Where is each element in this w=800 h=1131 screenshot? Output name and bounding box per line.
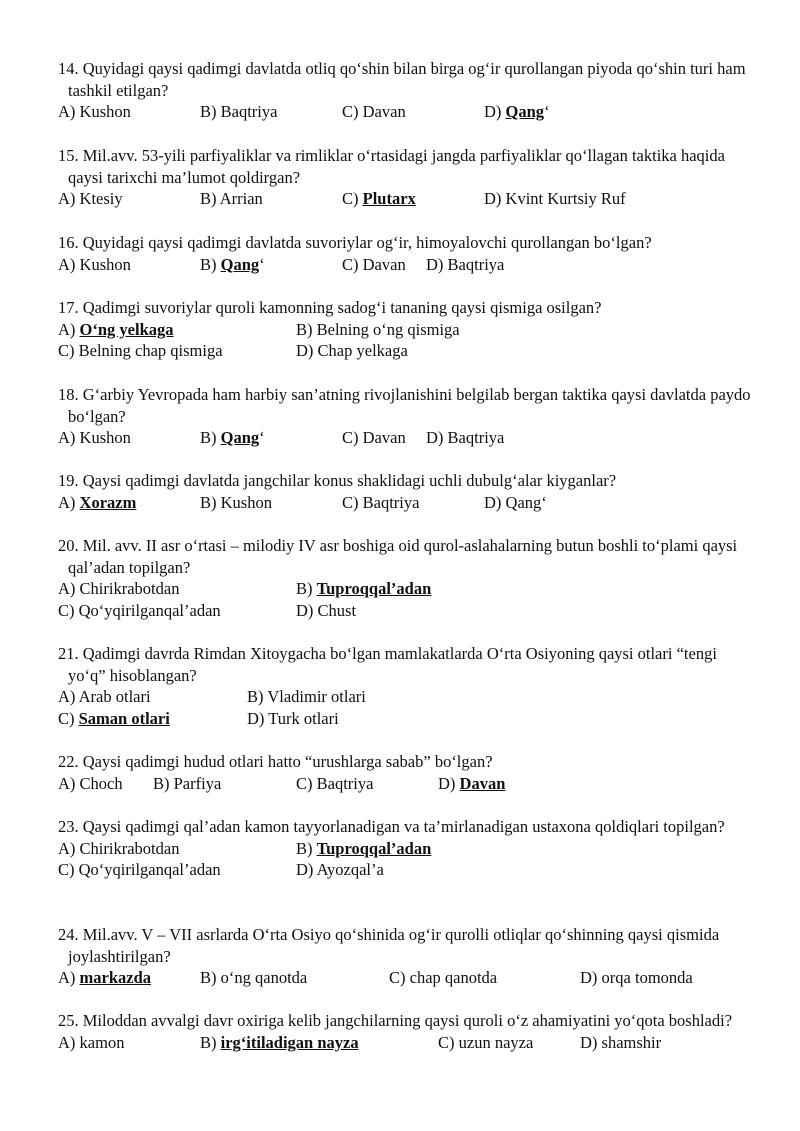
option-c: C) Davan — [342, 254, 406, 274]
question-text: 21. Qadimgi davrda Rimdan Xitoygacha bo‘lgan mamlakatlarda O‘rta Osiyoning qaysi otlari “tengi yo‘q” hisoblangan? — [58, 644, 717, 685]
option-c: C) Davan — [342, 102, 406, 121]
question-16 — [58, 232, 758, 275]
correct-answer: markazda — [79, 968, 152, 987]
option-a: A) kamon — [58, 1032, 125, 1052]
option-b: B) Tuproqqal’adan — [296, 838, 432, 858]
question-22 — [58, 751, 758, 794]
option-c: C) Plutarx — [342, 189, 416, 208]
option-c: C) uzun nayza — [438, 1032, 534, 1052]
option-a: A) Kushon — [58, 428, 131, 447]
options-row — [58, 838, 758, 860]
option-c: C) Saman otlari — [58, 708, 170, 728]
options-row — [58, 101, 758, 123]
question-18 — [58, 384, 758, 449]
option-a: A) Chirikrabotdan — [58, 838, 180, 858]
option-b: B) Parfiya — [153, 773, 222, 793]
option-d: D) shamshir — [580, 1032, 662, 1052]
option-b: B) Qang‘ — [200, 254, 265, 274]
option-c: C) chap qanotda — [389, 968, 498, 987]
option-d: D) Chust — [296, 600, 357, 620]
options-row — [58, 188, 758, 210]
option-b: B) Belning o‘ng qismiga — [296, 319, 460, 339]
question-23 — [58, 816, 758, 881]
correct-answer: Qang — [220, 428, 260, 447]
option-d: D) Baqtriya — [426, 428, 505, 447]
options-row — [58, 600, 758, 622]
question-17 — [58, 297, 758, 362]
correct-answer: Qang — [505, 102, 545, 121]
correct-answer: Xorazm — [79, 492, 137, 512]
options-row — [58, 686, 758, 708]
correct-answer: Saman otlari — [78, 708, 170, 728]
option-b: B) Tuproqqal’adan — [296, 579, 432, 598]
option-a: A) Kushon — [58, 102, 131, 121]
option-a: A) O‘ng yelkaga — [58, 319, 174, 339]
option-a: A) Xorazm — [58, 492, 137, 512]
question-text: 17. Qadimgi suvoriylar quroli kamonning sadog‘i tananing qaysi qismiga osilgan? — [58, 298, 602, 317]
options-row — [58, 967, 758, 989]
correct-answer: O‘ng yelkaga — [79, 319, 174, 339]
options-row — [58, 492, 758, 514]
option-b: B) Arrian — [200, 189, 263, 208]
option-b: B) Kushon — [200, 492, 272, 512]
correct-answer: Tuproqqal’adan — [316, 838, 432, 858]
options-row — [58, 773, 758, 795]
question-20 — [58, 535, 758, 621]
option-d: D) Qang‘ — [484, 492, 547, 512]
option-a: A) Choch — [58, 773, 123, 793]
option-d: D) Baqtriya — [426, 254, 505, 274]
question-text: 19. Qaysi qadimgi davlatda jangchilar konus shaklidagi uchli dubulg‘alar kiyganlar? — [58, 471, 617, 490]
option-c: C) Baqtriya — [296, 773, 374, 793]
option-c: C) Belning chap qismiga — [58, 341, 223, 360]
option-a: A) Kushon — [58, 254, 131, 274]
options-row — [58, 319, 758, 341]
option-b: B) o‘ng qanotda — [200, 968, 308, 987]
option-b: B) Vladimir otlari — [247, 687, 366, 706]
question-19 — [58, 470, 758, 513]
question-15 — [58, 145, 758, 210]
question-25 — [58, 1010, 758, 1053]
option-b: B) irg‘itiladigan nayza — [200, 1032, 359, 1052]
option-d: D) Davan — [438, 773, 506, 793]
option-c: C) Qo‘yqirilganqal’adan — [58, 600, 221, 620]
question-text: 22. Qaysi qadimgi hudud otlari hatto “urushlarga sabab” bo‘lgan? — [58, 752, 493, 771]
correct-answer: Davan — [459, 773, 506, 793]
options-row — [58, 340, 758, 362]
options-row — [58, 254, 758, 276]
option-b: B) Baqtriya — [200, 102, 278, 121]
options-row — [58, 578, 758, 600]
option-d: D) Ayozqal’a — [296, 860, 384, 879]
options-row — [58, 859, 758, 881]
option-a: A) markazda — [58, 968, 152, 987]
correct-answer: Plutarx — [362, 189, 416, 208]
question-24 — [58, 924, 758, 989]
option-d: D) Chap yelkaga — [296, 341, 408, 360]
question-text: 15. Mil.avv. 53-yili parfiyaliklar va rimliklar o‘rtasidagi jangda parfiyaliklar qo‘llagan taktika haqida qaysi tarixchi ma’lumot qoldirgan? — [58, 146, 725, 187]
question-text: 23. Qaysi qadimgi qal’adan kamon tayyorlanadigan va ta’mirlanadigan ustaxona qoldiqlari topilgan? — [58, 817, 725, 836]
option-c: C) Davan — [342, 428, 406, 447]
options-row — [58, 708, 758, 730]
option-c: C) Baqtriya — [342, 492, 420, 512]
question-text: 18. G‘arbiy Yevropada ham harbiy san’atning rivojlanishini belgilab bergan taktika qaysi davlatda paydo bo‘lgan? — [58, 385, 751, 426]
question-text: 16. Quyidagi qaysi qadimgi davlatda suvoriylar og‘ir, himoyalovchi qurollangan bo‘lgan? — [58, 233, 652, 252]
question-21 — [58, 643, 758, 729]
question-text: 20. Mil. avv. II asr o‘rtasi – milodiy IV asr boshiga oid qurol-aslahalarning butun boshli to‘plami qaysi qal’adan topilgan? — [58, 536, 738, 577]
options-row — [58, 427, 758, 449]
options-row — [58, 1032, 758, 1054]
option-d: D) orqa tomonda — [580, 968, 693, 987]
option-a: A) Ktesiy — [58, 189, 123, 208]
correct-answer: irg‘itiladigan nayza — [220, 1032, 359, 1052]
option-c: C) Qo‘yqirilganqal’adan — [58, 860, 221, 879]
option-d: D) Turk otlari — [247, 708, 339, 728]
option-b: B) Qang‘ — [200, 428, 265, 447]
question-14 — [58, 58, 758, 123]
question-text: 25. Miloddan avvalgi davr oxiriga kelib jangchilarning qaysi quroli o‘z ahamiyatini yo‘qota boshladi? — [58, 1011, 733, 1030]
correct-answer: Qang — [220, 254, 260, 274]
question-text: 14. Quyidagi qaysi qadimgi davlatda otliq qo‘shin bilan birga og‘ir qurollangan piyoda qo‘shin turi ham tashkil etilgan? — [58, 59, 746, 100]
question-text: 24. Mil.avv. V – VII asrlarda O‘rta Osiyo qo‘shinida og‘ir qurolli otliqlar qo‘shinning qaysi qismida joylashtirilgan? — [58, 925, 720, 966]
option-a: A) Arab otlari — [58, 687, 151, 706]
option-d: D) Qang‘ — [484, 102, 550, 121]
correct-answer: Tuproqqal’adan — [316, 579, 432, 598]
option-a: A) Chirikrabotdan — [58, 579, 180, 598]
option-d: D) Kvint Kurtsiy Ruf — [484, 189, 626, 208]
